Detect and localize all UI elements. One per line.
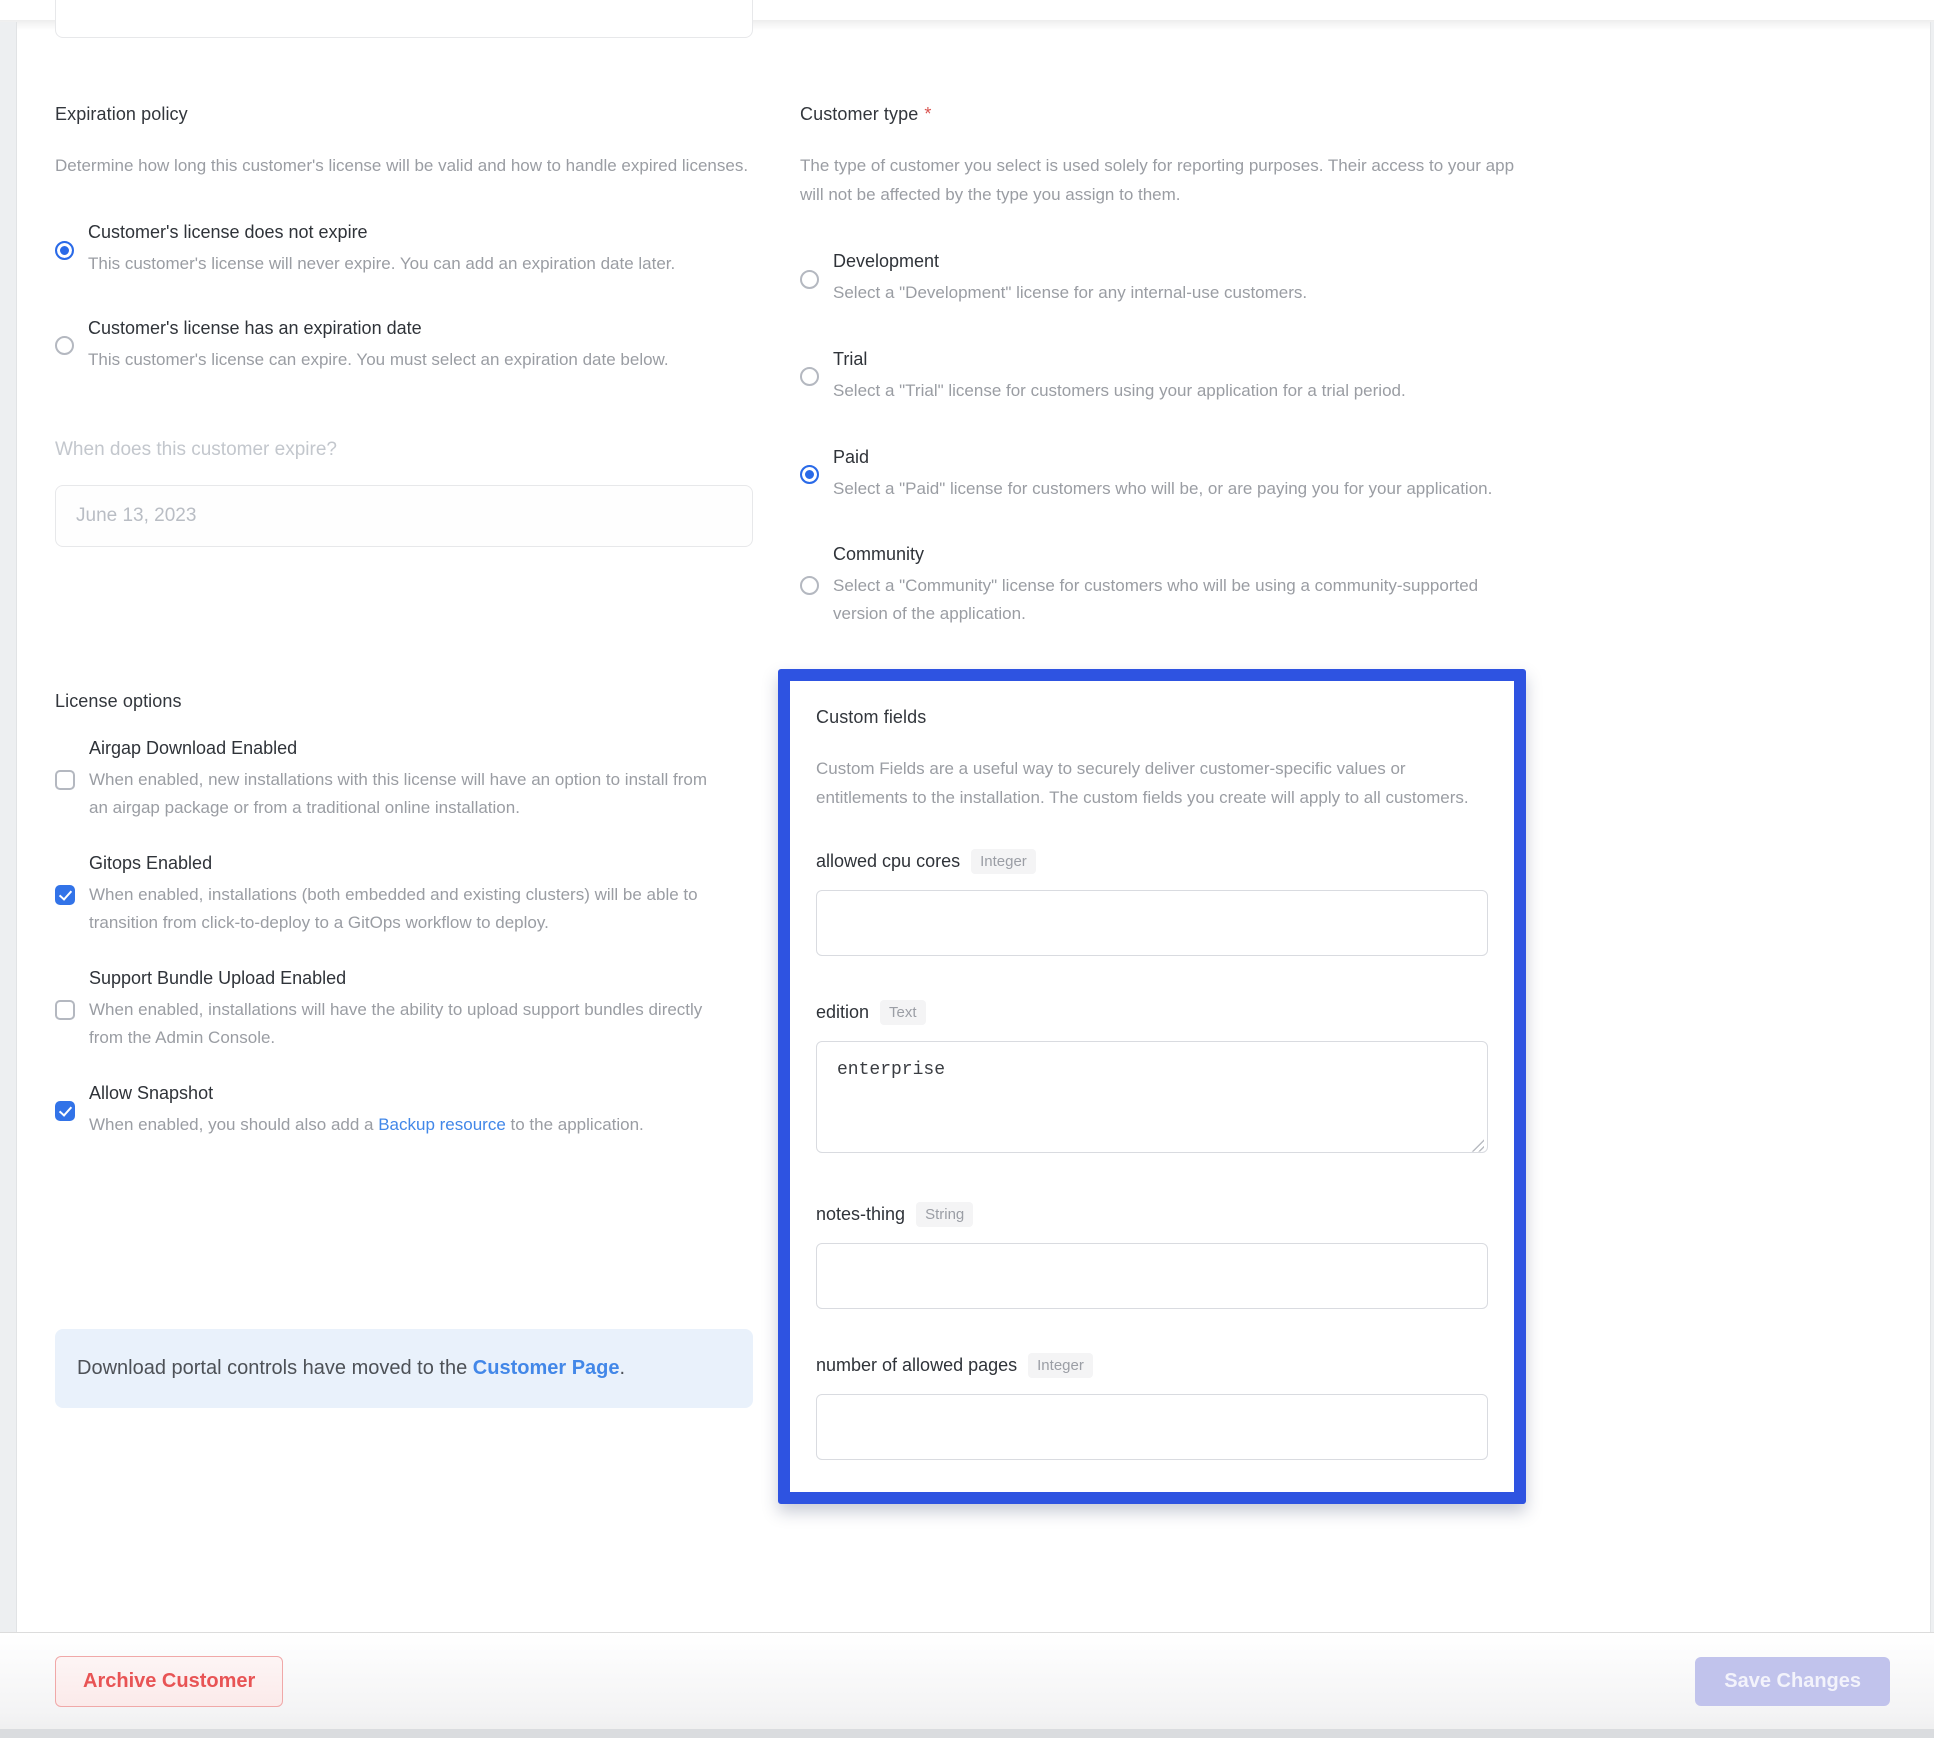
option-description: This customer's license will never expire. You can add an expiration date later. [88,254,676,274]
allowed-cpu-cores-input[interactable] [816,890,1488,956]
field-type-badge: String [916,1202,973,1227]
option-label: Airgap Download Enabled [89,738,298,759]
customer-page-link[interactable]: Customer Page [472,1357,620,1380]
field-label: number of allowed pages [816,1354,1018,1375]
radio-option-license-does-not-expire[interactable] [55,222,755,278]
field-type-badge: Integer [971,849,1036,874]
backup-resource-link[interactable]: Backup resource [378,1115,506,1135]
option-description: This customer's license can expire. You must select an expiration date below. [88,349,669,369]
option-label: Gitops Enabled [89,853,213,874]
field-type-badge: Integer [1028,1353,1093,1378]
option-label: Development [833,251,940,272]
truncated-top-input[interactable] [55,0,753,38]
custom-field-notes-thing [816,1202,1488,1309]
number-of-allowed-pages-input[interactable] [816,1394,1488,1460]
checkbox-option-allow-snapshot[interactable] [55,1083,755,1139]
option-description: When enabled, installations will have the ability to upload support bundles directly from the Admin Console. [89,1000,703,1047]
option-description: Select a "Trial" license for customers using your application for a trial period. [833,381,1406,400]
custom-field-edition [816,1000,1488,1158]
checkbox-option-airgap-download[interactable] [55,738,755,821]
custom-fields-title: Custom fields [816,707,927,728]
field-label: allowed cpu cores [816,850,961,871]
option-description: Select a "Community" license for customers who will be using a community-supported version of the application. [833,576,1479,623]
radio-button[interactable] [800,576,819,595]
title-text: Customer type [800,104,919,124]
required-asterisk: * [924,104,932,124]
option-label: Community [833,544,925,565]
archive-customer-button[interactable]: Archive Customer [55,1656,283,1707]
notice-text: . [619,1357,626,1380]
description-text: to the application. [505,1115,644,1135]
custom-fields-description: Custom Fields are a useful way to securely deliver customer-specific values or entitlements to the installation. The custom fields you create will apply to all customers. [816,759,1469,808]
checkbox-option-gitops[interactable] [55,853,755,936]
option-label: Allow Snapshot [89,1083,214,1104]
license-options-title: License options [55,691,182,712]
custom-field-number-of-allowed-pages [816,1353,1488,1460]
option-description: When enabled, installations (both embedded and existing clusters) will be able to transition from click-to-deploy to a GitOps workflow to deploy. [89,885,698,932]
checkbox[interactable] [55,770,75,790]
option-label: Paid [833,446,870,467]
notes-thing-input[interactable] [816,1243,1488,1309]
option-description [89,1111,729,1139]
option-description: Select a "Paid" license for customers who will be, or are paying you for your application. [833,478,1493,498]
checkbox-option-support-bundle-upload[interactable] [55,968,755,1051]
radio-option-license-has-expiration[interactable] [55,318,755,374]
checkbox[interactable] [55,1000,75,1020]
radio-option-trial[interactable] [800,349,1526,405]
save-changes-button[interactable]: Save Changes [1695,1657,1890,1706]
bottom-edge-strip [0,1729,1934,1738]
radio-option-development[interactable] [800,251,1526,307]
customer-type-description: The type of customer you select is used solely for reporting purposes. Their access to your app will not be affected by the type you assign to them. [800,156,1515,205]
field-label: edition [816,1001,870,1022]
action-bar [0,1632,1934,1738]
left-column [55,104,755,1408]
expiration-policy-title: Expiration policy [55,104,188,124]
customer-type-title [800,104,1526,125]
option-label: Trial [833,349,868,369]
option-label: Support Bundle Upload Enabled [89,968,347,989]
option-label: Customer's license has an expiration date [88,317,422,338]
custom-field-allowed-cpu-cores [816,849,1488,956]
option-description: When enabled, new installations with this license will have an option to install from an airgap package or from a traditional online installation. [89,770,707,817]
edition-textarea[interactable] [816,1041,1488,1153]
option-description: Select a "Development" license for any internal-use customers. [833,283,1308,303]
download-portal-notice [55,1329,753,1408]
customer-type-section [778,104,1526,627]
checkbox[interactable] [55,885,75,905]
right-column [778,104,1526,1504]
option-label: Customer's license does not expire [88,222,368,243]
field-type-badge: Text [880,1000,926,1025]
radio-option-community[interactable] [800,544,1526,627]
radio-button[interactable] [800,270,819,289]
radio-button[interactable] [55,241,74,260]
description-text: When enabled, you should also add a [89,1115,379,1135]
expire-date-question-label: When does this customer expire? [55,439,337,461]
radio-option-paid[interactable] [800,447,1526,503]
expiration-date-input[interactable] [55,485,753,547]
custom-fields-highlighted-section [778,669,1526,1503]
notice-text: Download portal controls have moved to the [77,1357,473,1380]
field-label: notes-thing [816,1203,906,1224]
radio-button[interactable] [55,336,74,355]
radio-button[interactable] [800,465,819,484]
expiration-policy-description: Determine how long this customer's license will be valid and how to handle expired licenses. [55,156,749,175]
checkbox[interactable] [55,1101,75,1121]
radio-button[interactable] [800,367,819,386]
